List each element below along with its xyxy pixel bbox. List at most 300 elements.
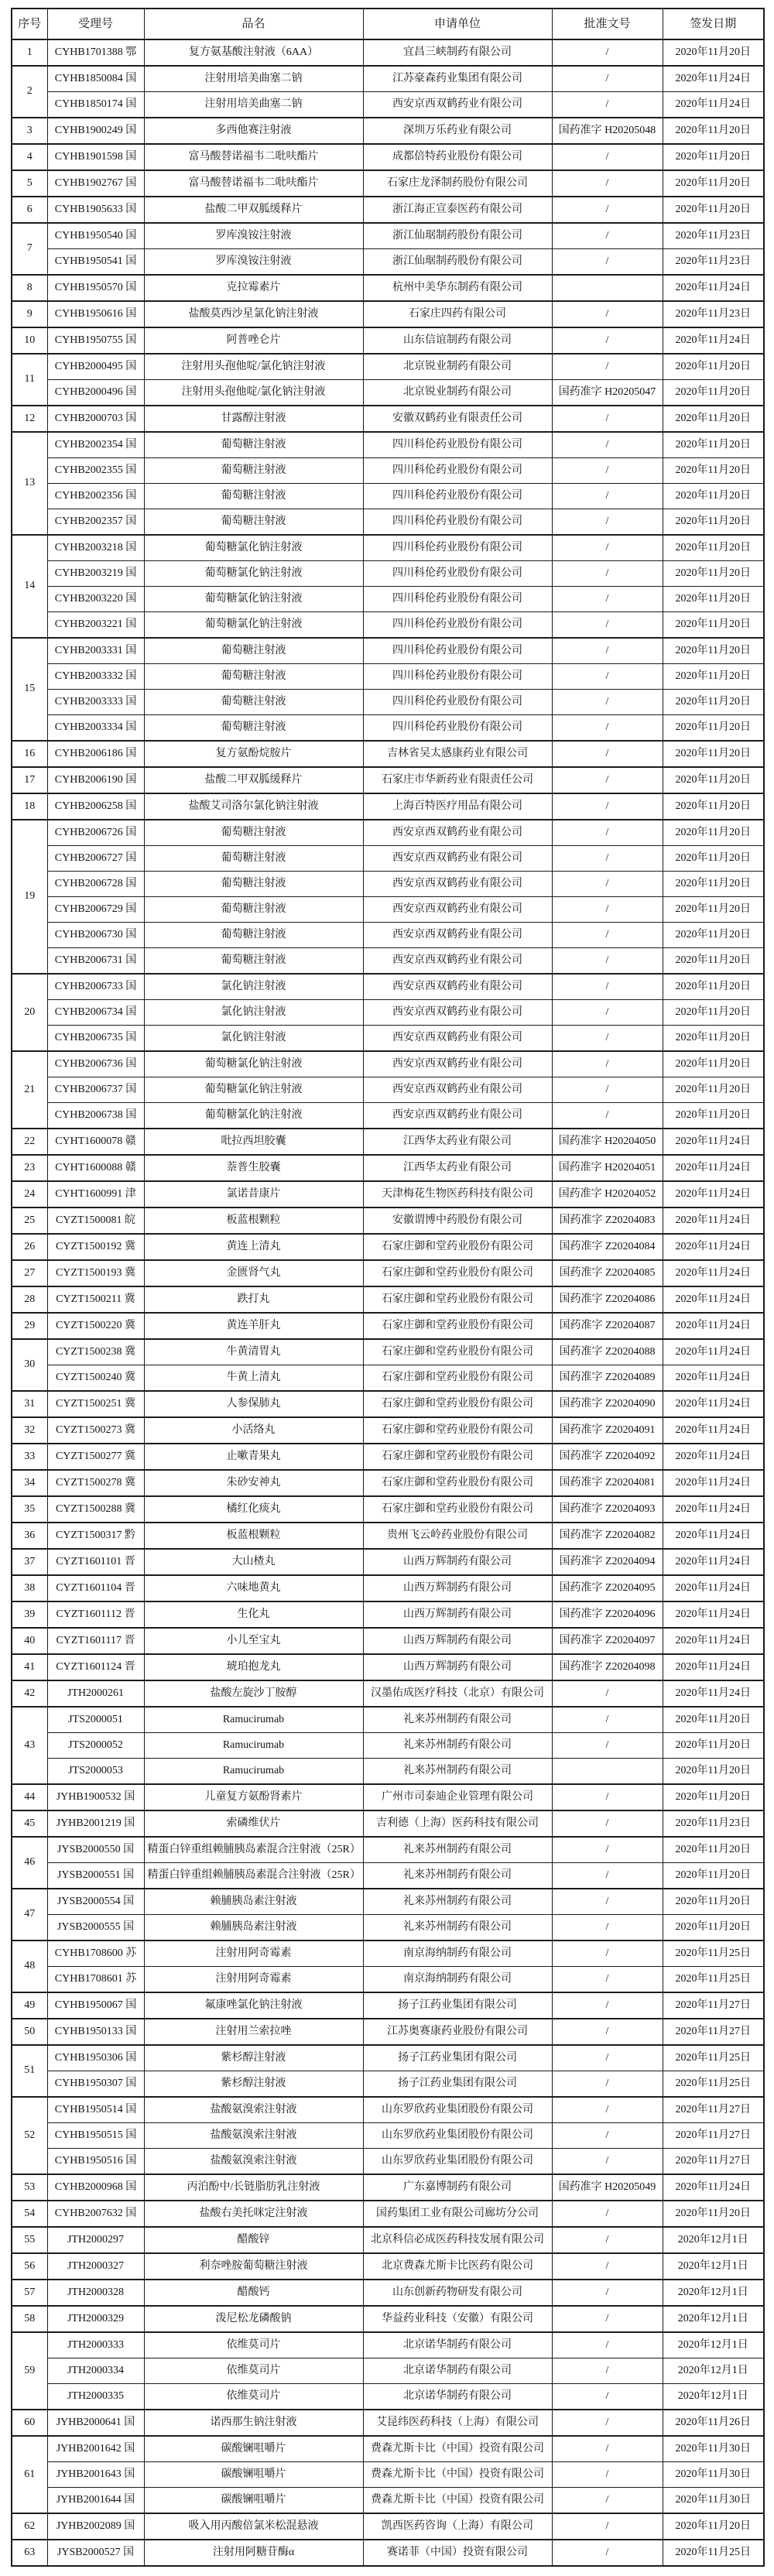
- cell-approval-no: /: [552, 1733, 663, 1759]
- cell-applicant: 西安京西双鹤药业有限公司: [363, 897, 552, 923]
- table-row: [12, 1339, 764, 1365]
- cell-issue-date: 2020年11月20日: [663, 1889, 764, 1915]
- cell-approval-no: /: [552, 587, 663, 612]
- cell-product-name: 罗库溴铵注射液: [144, 249, 363, 276]
- cell-seq-no: 42: [12, 1680, 47, 1707]
- cell-approval-no: 国药准字 Z20204094: [552, 1549, 663, 1575]
- cell-accept-no: CYHB1950616 国: [47, 301, 144, 327]
- table-row: [12, 2071, 764, 2098]
- cell-issue-date: 2020年11月20日: [663, 484, 764, 509]
- cell-seq-no: 58: [12, 2306, 47, 2332]
- cell-approval-no: /: [552, 327, 663, 354]
- cell-approval-no: /: [552, 2280, 663, 2306]
- cell-issue-date: 2020年12月1日: [663, 2358, 764, 2384]
- cell-approval-no: /: [552, 2306, 663, 2332]
- table-row: [12, 612, 764, 639]
- cell-seq-no: 37: [12, 1549, 47, 1575]
- cell-approval-no: [552, 1759, 663, 1785]
- cell-issue-date: 2020年11月23日: [663, 301, 764, 327]
- cell-product-name: 葡萄糖注射液: [144, 484, 363, 509]
- cell-approval-no: 国药准字 H20205047: [552, 380, 663, 406]
- cell-seq-no: 13: [12, 432, 47, 535]
- cell-accept-no: CYZT1500193 冀: [47, 1260, 144, 1286]
- cell-applicant: 北京锐业制药有限公司: [363, 354, 552, 380]
- cell-approval-no: /: [552, 715, 663, 742]
- cell-applicant: 礼来苏州制药有限公司: [363, 1759, 552, 1785]
- table-row: [12, 1967, 764, 1993]
- table-row: [12, 170, 764, 197]
- cell-seq-no: 6: [12, 197, 47, 223]
- table-row: [12, 2332, 764, 2358]
- cell-issue-date: 2020年11月20日: [663, 1863, 764, 1889]
- cell-accept-no: JTH2000328: [47, 2280, 144, 2306]
- cell-seq-no: 44: [12, 1784, 47, 1810]
- cell-approval-no: /: [552, 820, 663, 846]
- cell-applicant: 礼来苏州制药有限公司: [363, 1733, 552, 1759]
- cell-accept-no: CYHB2006737 国: [47, 1077, 144, 1103]
- cell-approval-no: 国药准字 H20205049: [552, 2174, 663, 2201]
- cell-product-name: 注射用兰索拉唑: [144, 2019, 363, 2045]
- cell-product-name: 葡萄糖注射液: [144, 923, 363, 948]
- cell-accept-no: CYHB2003221 国: [47, 612, 144, 639]
- cell-seq-no: 23: [12, 1155, 47, 1181]
- cell-issue-date: 2020年11月20日: [663, 561, 764, 587]
- cell-approval-no: 国药准字 Z20204089: [552, 1365, 663, 1392]
- cell-accept-no: CYHB1950514 国: [47, 2097, 144, 2123]
- cell-approval-no: /: [552, 39, 663, 66]
- cell-product-name: 注射用阿奇霉素: [144, 1941, 363, 1967]
- cell-product-name: Ramucirumab: [144, 1733, 363, 1759]
- cell-issue-date: 2020年11月24日: [663, 1155, 764, 1181]
- cell-approval-no: /: [552, 1680, 663, 1707]
- table-row: [12, 897, 764, 923]
- cell-issue-date: 2020年11月20日: [663, 587, 764, 612]
- cell-issue-date: 2020年11月24日: [663, 2174, 764, 2201]
- cell-applicant: 山西万辉制药有限公司: [363, 1628, 552, 1654]
- cell-issue-date: 2020年12月1日: [663, 2306, 764, 2332]
- cell-product-name: 诺西那生钠注射液: [144, 2410, 363, 2436]
- cell-issue-date: 2020年11月20日: [663, 2201, 764, 2227]
- cell-approval-no: /: [552, 509, 663, 536]
- cell-accept-no: CYHB2000968 国: [47, 2174, 144, 2201]
- cell-issue-date: 2020年11月20日: [663, 846, 764, 872]
- cell-approval-no: /: [552, 1992, 663, 2019]
- table-row: [12, 561, 764, 587]
- cell-product-name: 丙泊酚中/长链脂肪乳注射液: [144, 2174, 363, 2201]
- cell-seq-no: 26: [12, 1234, 47, 1260]
- cell-issue-date: 2020年12月1日: [663, 2332, 764, 2358]
- cell-accept-no: JYHB2001219 国: [47, 1810, 144, 1837]
- cell-accept-no: CYHB1850084 国: [47, 66, 144, 92]
- cell-approval-no: /: [552, 2019, 663, 2045]
- cell-applicant: 西安京西双鹤药业有限公司: [363, 1026, 552, 1052]
- cell-applicant: 扬子江药业集团有限公司: [363, 1992, 552, 2019]
- col-header-seq: 序号: [12, 9, 47, 39]
- cell-approval-no: /: [552, 535, 663, 561]
- cell-product-name: 大山楂丸: [144, 1549, 363, 1575]
- cell-applicant: 宜昌三峡制药有限公司: [363, 39, 552, 66]
- table-row: [12, 948, 764, 975]
- cell-accept-no: CYHT1600078 赣: [47, 1129, 144, 1155]
- cell-approval-no: /: [552, 2488, 663, 2514]
- cell-applicant: 四川科伦药业股份有限公司: [363, 690, 552, 715]
- cell-accept-no: CYHB2003332 国: [47, 664, 144, 690]
- table-row: [12, 1575, 764, 1601]
- cell-issue-date: 2020年11月30日: [663, 2488, 764, 2514]
- table-row: [12, 458, 764, 484]
- cell-product-name: 橘红化痰丸: [144, 1496, 363, 1523]
- cell-product-name: 盐酸二甲双胍缓释片: [144, 767, 363, 793]
- cell-seq-no: 40: [12, 1628, 47, 1654]
- table-row: [12, 1863, 764, 1889]
- cell-seq-no: 29: [12, 1313, 47, 1339]
- table-row: [12, 301, 764, 327]
- cell-product-name: 朱砂安神丸: [144, 1470, 363, 1496]
- table-row: [12, 1654, 764, 1680]
- cell-applicant: 南京海纳制药有限公司: [363, 1967, 552, 1993]
- cell-seq-no: 52: [12, 2097, 47, 2174]
- cell-applicant: 西安京西双鹤药业有限公司: [363, 1077, 552, 1103]
- cell-seq-no: 31: [12, 1391, 47, 1417]
- cell-applicant: 山东信谊制药有限公司: [363, 327, 552, 354]
- cell-issue-date: 2020年11月24日: [663, 1208, 764, 1234]
- cell-applicant: 凯西医药咨询（上海）有限公司: [363, 2513, 552, 2540]
- cell-seq-no: 25: [12, 1208, 47, 1234]
- cell-seq-no: 48: [12, 1941, 47, 1992]
- cell-product-name: 儿童复方氨酚肾素片: [144, 1784, 363, 1810]
- cell-issue-date: 2020年11月20日: [663, 741, 764, 767]
- cell-seq-no: 7: [12, 223, 47, 275]
- cell-issue-date: 2020年11月20日: [663, 458, 764, 484]
- cell-approval-no: /: [552, 1863, 663, 1889]
- cell-product-name: 金匮肾气丸: [144, 1260, 363, 1286]
- cell-applicant: 广州市司泰迪企业管理有限公司: [363, 1784, 552, 1810]
- cell-seq-no: 28: [12, 1286, 47, 1313]
- cell-applicant: 上海百特医疗用品有限公司: [363, 793, 552, 820]
- table-row: [12, 1941, 764, 1967]
- cell-approval-no: /: [552, 2253, 663, 2280]
- cell-seq-no: 56: [12, 2253, 47, 2280]
- cell-product-name: Ramucirumab: [144, 1707, 363, 1733]
- table-row: [12, 2410, 764, 2436]
- cell-issue-date: 2020年11月30日: [663, 2462, 764, 2488]
- cell-issue-date: 2020年11月25日: [663, 1967, 764, 1993]
- cell-applicant: 北京诺华制药有限公司: [363, 2384, 552, 2410]
- cell-issue-date: 2020年11月20日: [663, 118, 764, 144]
- cell-product-name: 克拉霉素片: [144, 275, 363, 301]
- cell-applicant: 山东罗欣药业集团股份有限公司: [363, 2123, 552, 2149]
- table-row: [12, 638, 764, 664]
- cell-accept-no: CYZT1500277 冀: [47, 1444, 144, 1470]
- cell-issue-date: 2020年11月25日: [663, 2045, 764, 2071]
- cell-applicant: 四川科伦药业股份有限公司: [363, 587, 552, 612]
- cell-applicant: 礼来苏州制药有限公司: [363, 1915, 552, 1941]
- cell-product-name: 小活络丸: [144, 1417, 363, 1444]
- cell-issue-date: 2020年11月24日: [663, 1680, 764, 1707]
- table-row: [12, 2174, 764, 2201]
- cell-seq-no: 12: [12, 406, 47, 432]
- cell-approval-no: /: [552, 612, 663, 639]
- cell-product-name: 注射用阿奇霉素: [144, 1967, 363, 1993]
- cell-applicant: 吉利德（上海）医药科技有限公司: [363, 1810, 552, 1837]
- cell-accept-no: CYHB1950067 国: [47, 1992, 144, 2019]
- table-row: [12, 2513, 764, 2540]
- table-row: [12, 1601, 764, 1628]
- cell-issue-date: 2020年12月1日: [663, 2384, 764, 2410]
- cell-seq-no: 34: [12, 1470, 47, 1496]
- table-row: [12, 1470, 764, 1496]
- cell-accept-no: CYZT1500238 冀: [47, 1339, 144, 1365]
- cell-applicant: 赛诺菲（中国）投资有限公司: [363, 2540, 552, 2566]
- cell-accept-no: CYHB1901598 国: [47, 144, 144, 170]
- cell-accept-no: CYHB1850174 国: [47, 92, 144, 118]
- cell-issue-date: 2020年11月24日: [663, 1313, 764, 1339]
- cell-seq-no: 16: [12, 741, 47, 767]
- table-row: [12, 354, 764, 380]
- cell-issue-date: 2020年11月24日: [663, 1129, 764, 1155]
- cell-accept-no: CYHB1950515 国: [47, 2123, 144, 2149]
- cell-issue-date: 2020年11月24日: [663, 1549, 764, 1575]
- cell-issue-date: 2020年11月24日: [663, 1654, 764, 1680]
- cell-accept-no: JTH2000329: [47, 2306, 144, 2332]
- cell-issue-date: 2020年11月20日: [663, 793, 764, 820]
- cell-accept-no: JTH2000334: [47, 2358, 144, 2384]
- cell-issue-date: 2020年11月27日: [663, 2149, 764, 2175]
- cell-accept-no: CYHB2003218 国: [47, 535, 144, 561]
- cell-accept-no: JYHB1900532 国: [47, 1784, 144, 1810]
- cell-accept-no: CYHB2006186 国: [47, 741, 144, 767]
- cell-approval-no: /: [552, 484, 663, 509]
- cell-approval-no: /: [552, 1000, 663, 1026]
- cell-approval-no: /: [552, 948, 663, 975]
- table-row: [12, 2149, 764, 2175]
- cell-approval-no: /: [552, 2045, 663, 2071]
- table-row: [12, 197, 764, 223]
- cell-applicant: 北京诺华制药有限公司: [363, 2332, 552, 2358]
- cell-applicant: 扬子江药业集团有限公司: [363, 2071, 552, 2098]
- cell-applicant: 四川科伦药业股份有限公司: [363, 638, 552, 664]
- cell-approval-no: 国药准字 Z20204095: [552, 1575, 663, 1601]
- cell-accept-no: CYHB2007632 国: [47, 2201, 144, 2227]
- cell-applicant: 四川科伦药业股份有限公司: [363, 509, 552, 536]
- cell-product-name: 富马酸替诺福韦二吡呋酯片: [144, 144, 363, 170]
- cell-approval-no: 国药准字 Z20204091: [552, 1417, 663, 1444]
- table-row: [12, 974, 764, 1000]
- cell-issue-date: 2020年11月24日: [663, 1391, 764, 1417]
- cell-seq-no: 50: [12, 2019, 47, 2045]
- cell-product-name: 牛黄上清丸: [144, 1365, 363, 1392]
- cell-approval-no: /: [552, 1051, 663, 1077]
- table-row: [12, 1208, 764, 1234]
- cell-applicant: 礼来苏州制药有限公司: [363, 1863, 552, 1889]
- cell-issue-date: 2020年11月24日: [663, 1601, 764, 1628]
- cell-product-name: 葡萄糖注射液: [144, 690, 363, 715]
- cell-product-name: 注射用培美曲塞二钠: [144, 66, 363, 92]
- cell-applicant: 成都倍特药业股份有限公司: [363, 144, 552, 170]
- cell-product-name: 精蛋白锌重组赖脯胰岛素混合注射液（25R）: [144, 1837, 363, 1863]
- cell-approval-no: /: [552, 197, 663, 223]
- cell-accept-no: CYHB2003219 国: [47, 561, 144, 587]
- cell-accept-no: CYHB2002355 国: [47, 458, 144, 484]
- cell-seq-no: 59: [12, 2332, 47, 2410]
- cell-seq-no: 2: [12, 66, 47, 118]
- cell-approval-no: 国药准字 Z20204084: [552, 1234, 663, 1260]
- cell-issue-date: 2020年11月20日: [663, 974, 764, 1000]
- table-row: [12, 872, 764, 897]
- cell-issue-date: 2020年11月20日: [663, 354, 764, 380]
- cell-approval-no: /: [552, 66, 663, 92]
- cell-applicant: 吉林省吴太感康药业有限公司: [363, 741, 552, 767]
- table-row: [12, 92, 764, 118]
- cell-approval-no: 国药准字 Z20204082: [552, 1523, 663, 1549]
- cell-product-name: 阿普唑仑片: [144, 327, 363, 354]
- table-row: [12, 2358, 764, 2384]
- cell-accept-no: CYZT1500278 冀: [47, 1470, 144, 1496]
- table-row: [12, 1181, 764, 1208]
- cell-product-name: 注射用阿糖苷酶α: [144, 2540, 363, 2566]
- cell-issue-date: 2020年11月27日: [663, 2019, 764, 2045]
- cell-applicant: 礼来苏州制药有限公司: [363, 1837, 552, 1863]
- table-body: [12, 39, 764, 2566]
- cell-applicant: 石家庄御和堂药业股份有限公司: [363, 1391, 552, 1417]
- table-row: [12, 2253, 764, 2280]
- cell-applicant: 山东罗欣药业集团股份有限公司: [363, 2097, 552, 2123]
- cell-applicant: 天津梅花生物医药科技有限公司: [363, 1181, 552, 1208]
- cell-approval-no: 国药准字 Z20204088: [552, 1339, 663, 1365]
- table-row: [12, 1523, 764, 1549]
- cell-approval-no: /: [552, 1967, 663, 1993]
- cell-accept-no: JYHB2001644 国: [47, 2488, 144, 2514]
- cell-accept-no: JYHB2000641 国: [47, 2410, 144, 2436]
- cell-issue-date: 2020年11月24日: [663, 1286, 764, 1313]
- cell-approval-no: /: [552, 2384, 663, 2410]
- cell-product-name: 盐酸氨溴索注射液: [144, 2149, 363, 2175]
- cell-applicant: 费森尤斯卡比（中国）投资有限公司: [363, 2488, 552, 2514]
- table-row: [12, 1784, 764, 1810]
- cell-applicant: 西安京西双鹤药业有限公司: [363, 92, 552, 118]
- table-row: [12, 2488, 764, 2514]
- cell-product-name: 葡萄糖氯化钠注射液: [144, 1051, 363, 1077]
- cell-accept-no: CYHB2006730 国: [47, 923, 144, 948]
- cell-applicant: 山西万辉制药有限公司: [363, 1549, 552, 1575]
- table-row: [12, 1759, 764, 1785]
- table-row: [12, 1915, 764, 1941]
- table-row: [12, 1155, 764, 1181]
- table-row: [12, 432, 764, 458]
- cell-applicant: 四川科伦药业股份有限公司: [363, 458, 552, 484]
- cell-approval-no: 国药准字 Z20204087: [552, 1313, 663, 1339]
- cell-accept-no: CYHB1708600 苏: [47, 1941, 144, 1967]
- table-row: [12, 275, 764, 301]
- cell-approval-no: 国药准字 Z20204085: [552, 1260, 663, 1286]
- cell-approval-no: /: [552, 767, 663, 793]
- cell-product-name: 碳酸镧咀嚼片: [144, 2462, 363, 2488]
- cell-applicant: 石家庄市华新药业有限责任公司: [363, 767, 552, 793]
- cell-approval-no: /: [552, 406, 663, 432]
- cell-accept-no: CYZT1500220 冀: [47, 1313, 144, 1339]
- cell-approval-no: 国药准字 Z20204097: [552, 1628, 663, 1654]
- cell-accept-no: CYZT1500192 冀: [47, 1234, 144, 1260]
- cell-issue-date: 2020年11月23日: [663, 1810, 764, 1837]
- cell-issue-date: 2020年11月27日: [663, 1992, 764, 2019]
- cell-product-name: 吸入用丙酸倍氯米松混悬液: [144, 2513, 363, 2540]
- cell-accept-no: CYHB1950570 国: [47, 275, 144, 301]
- cell-issue-date: 2020年11月20日: [663, 923, 764, 948]
- cell-applicant: 石家庄御和堂药业股份有限公司: [363, 1260, 552, 1286]
- cell-issue-date: 2020年11月24日: [663, 1181, 764, 1208]
- cell-approval-no: 国药准字 Z20204098: [552, 1654, 663, 1680]
- cell-applicant: 艾昆纬医药科技（上海）有限公司: [363, 2410, 552, 2436]
- cell-product-name: 吡拉西坦胶囊: [144, 1129, 363, 1155]
- cell-product-name: Ramucirumab: [144, 1759, 363, 1785]
- table-row: [12, 1026, 764, 1052]
- cell-seq-no: 43: [12, 1707, 47, 1784]
- cell-issue-date: 2020年11月20日: [663, 1915, 764, 1941]
- cell-accept-no: CYHB2000495 国: [47, 354, 144, 380]
- cell-applicant: 费森尤斯卡比（中国）投资有限公司: [363, 2462, 552, 2488]
- cell-applicant: 北京费森尤斯卡比医药有限公司: [363, 2253, 552, 2280]
- cell-product-name: 葡萄糖氯化钠注射液: [144, 587, 363, 612]
- cell-approval-no: /: [552, 223, 663, 249]
- cell-accept-no: JYSB2000555 国: [47, 1915, 144, 1941]
- cell-product-name: 小儿至宝丸: [144, 1628, 363, 1654]
- cell-seq-no: 51: [12, 2045, 47, 2097]
- table-row: [12, 923, 764, 948]
- cell-approval-no: 国药准字 Z20204096: [552, 1601, 663, 1628]
- cell-approval-no: /: [552, 638, 663, 664]
- cell-accept-no: CYZT1601104 晋: [47, 1575, 144, 1601]
- cell-product-name: 生化丸: [144, 1601, 363, 1628]
- cell-approval-no: 国药准字 H20204051: [552, 1155, 663, 1181]
- cell-accept-no: CYZT1500240 冀: [47, 1365, 144, 1392]
- cell-issue-date: 2020年11月20日: [663, 170, 764, 197]
- cell-accept-no: CYHB2000703 国: [47, 406, 144, 432]
- cell-product-name: 人参保肺丸: [144, 1391, 363, 1417]
- cell-approval-no: /: [552, 741, 663, 767]
- cell-applicant: 石家庄御和堂药业股份有限公司: [363, 1417, 552, 1444]
- cell-product-name: 葡萄糖注射液: [144, 820, 363, 846]
- cell-product-name: 富马酸替诺福韦二吡呋酯片: [144, 170, 363, 197]
- cell-applicant: 四川科伦药业股份有限公司: [363, 664, 552, 690]
- table-row: [12, 1234, 764, 1260]
- cell-product-name: 紫杉醇注射液: [144, 2071, 363, 2098]
- cell-product-name: 盐酸氨溴索注射液: [144, 2097, 363, 2123]
- cell-product-name: 黄连羊肝丸: [144, 1313, 363, 1339]
- cell-accept-no: CYHB2000496 国: [47, 380, 144, 406]
- cell-accept-no: JYHB2001643 国: [47, 2462, 144, 2488]
- table-row: [12, 223, 764, 249]
- cell-applicant: 山东创新药物研发有限公司: [363, 2280, 552, 2306]
- cell-accept-no: CYHB2002354 国: [47, 432, 144, 458]
- cell-accept-no: CYHB1950540 国: [47, 223, 144, 249]
- cell-seq-no: 49: [12, 1992, 47, 2019]
- cell-accept-no: CYHB1950307 国: [47, 2071, 144, 2098]
- cell-applicant: 四川科伦药业股份有限公司: [363, 561, 552, 587]
- cell-seq-no: 38: [12, 1575, 47, 1601]
- cell-approval-no: /: [552, 690, 663, 715]
- cell-approval-no: /: [552, 249, 663, 276]
- cell-applicant: 浙江仙琚制药股份有限公司: [363, 223, 552, 249]
- cell-approval-no: /: [552, 846, 663, 872]
- cell-applicant: 贵州飞云岭药业股份有限公司: [363, 1523, 552, 1549]
- cell-accept-no: CYHB1950306 国: [47, 2045, 144, 2071]
- cell-approval-no: /: [552, 2436, 663, 2462]
- cell-accept-no: CYHB2006258 国: [47, 793, 144, 820]
- cell-issue-date: 2020年11月20日: [663, 1103, 764, 1129]
- cell-accept-no: CYHB2006735 国: [47, 1026, 144, 1052]
- col-header-accept-no: 受理号: [47, 9, 144, 39]
- cell-applicant: 北京科信必成医药科技发展有限公司: [363, 2227, 552, 2253]
